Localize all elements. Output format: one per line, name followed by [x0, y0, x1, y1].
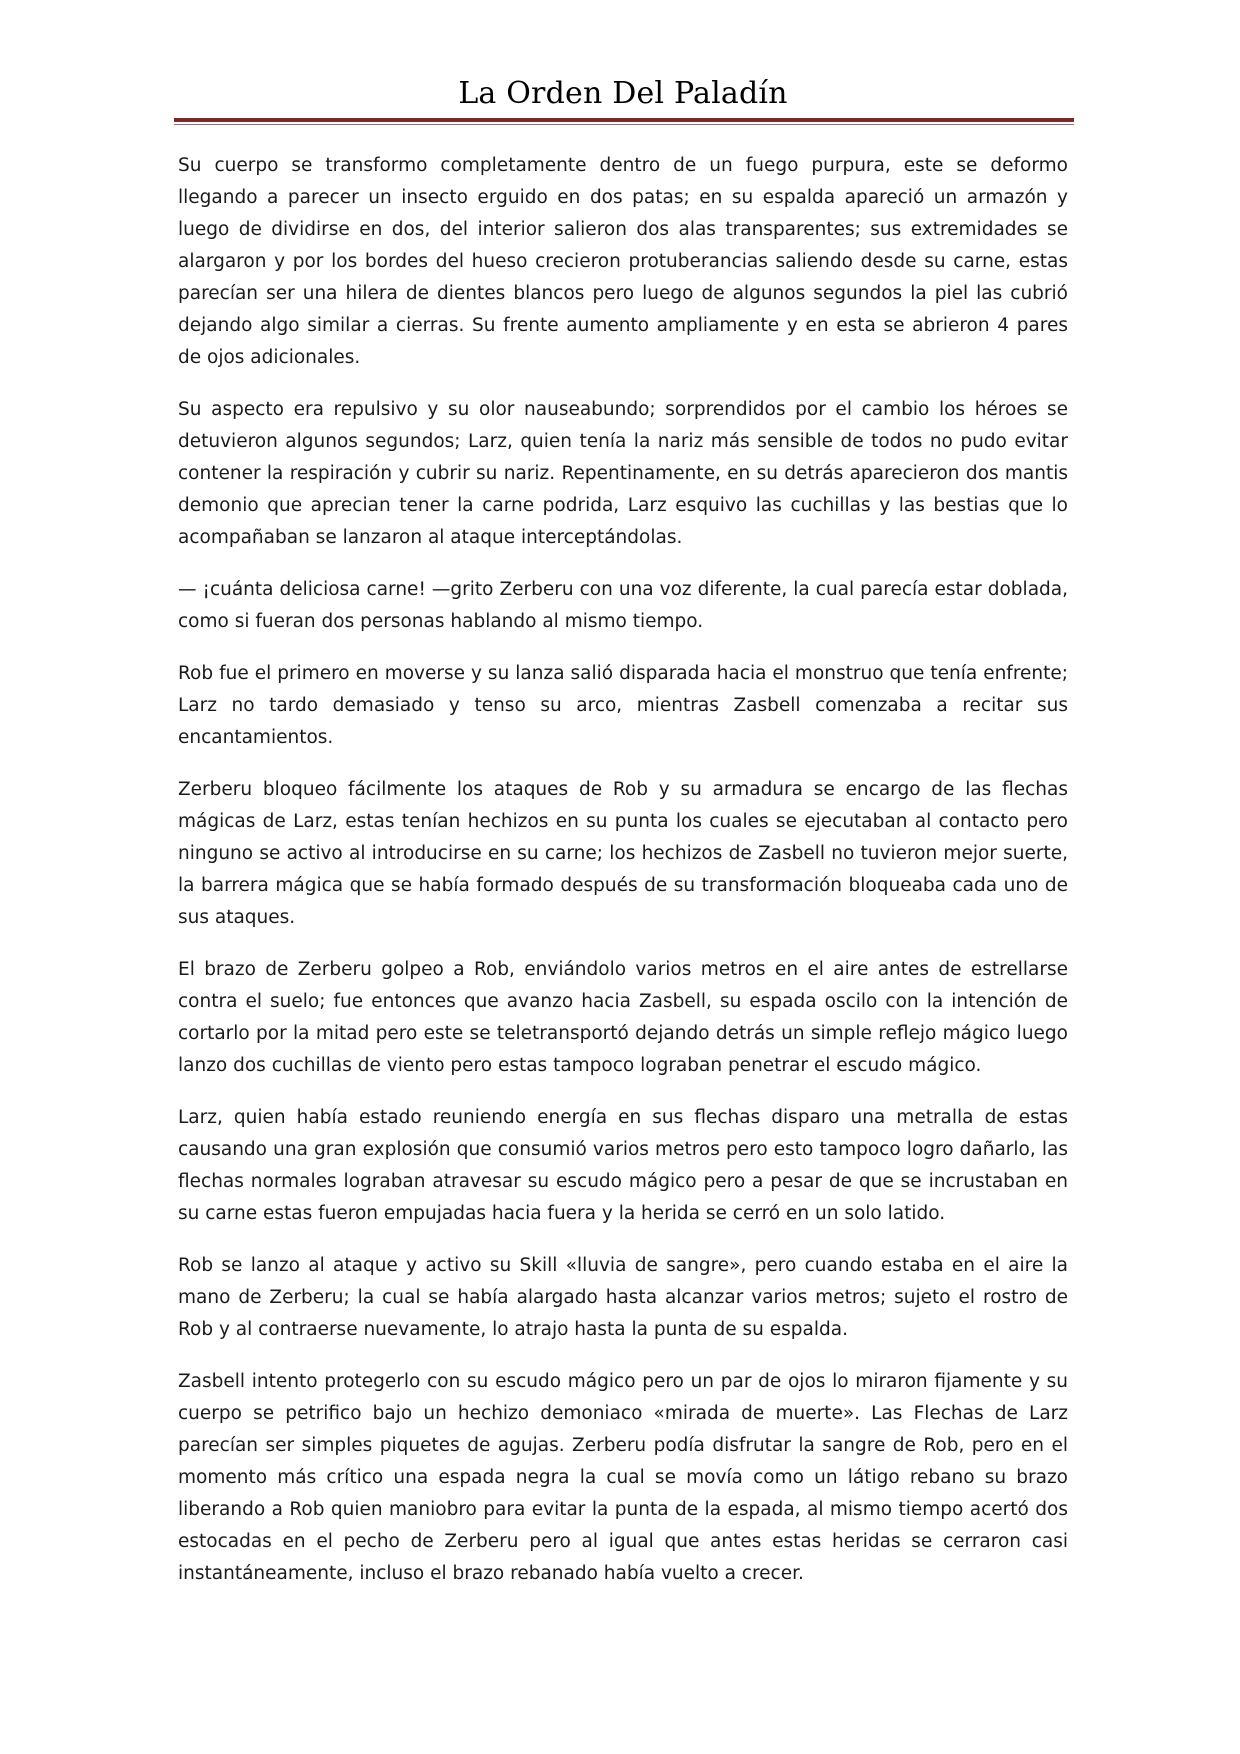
paragraph: — ¡cuánta deliciosa carne! —grito Zerberu con una voz diferente, la cual parecía estar doblada, como si fueran dos personas hablando al mismo tiempo. — [178, 579, 1068, 632]
body-text — [178, 150, 1068, 1610]
paragraph: Rob fue el primero en moverse y su lanza salió disparada hacia el monstruo que tenía enfrente; Larz no tardo demasiado y tenso su arco, mientras Zasbell comenzaba a recitar sus encantamientos. — [178, 663, 1068, 748]
page-header — [172, 72, 1074, 116]
document-title: La Orden Del Paladín — [458, 76, 788, 111]
paragraph: Zasbell intento protegerlo con su escudo mágico pero un par de ojos lo miraron fijamente y su cuerpo se petrifico bajo un hechizo demoniaco «mirada de muerte». Las Flechas de Larz parecían ser simples piquetes de agujas. Zerberu podía disfrutar la sangre de Rob, pero en el momento más crítico una espada negra la cual se movía como un látigo rebano su brazo liberando a Rob quien maniobro para evitar la punta de la espada, al mismo tiempo acertó dos estocadas en el pecho de Zerberu pero al igual que antes estas heridas se cerraron casi instantáneamente, incluso el brazo rebanado había vuelto a crecer. — [178, 1371, 1068, 1584]
paragraph: Rob se lanzo al ataque y activo su Skill «lluvia de sangre», pero cuando estaba en el aire la mano de Zerberu; la cual se había alargado hasta alcanzar varios metros; sujeto el rostro de Rob y al contraerse nuevamente, lo atrajo hasta la punta de su espalda. — [178, 1255, 1068, 1340]
paragraph: Zerberu bloqueo fácilmente los ataques de Rob y su armadura se encargo de las flechas mágicas de Larz, estas tenían hechizos en su punta los cuales se ejecutaban al contacto pero ninguno se activo al introducirse en su carne; los hechizos de Zasbell no tuvieron mejor suerte, la barrera mágica que se había formado después de su transformación bloqueaba cada uno de sus ataques. — [178, 779, 1068, 928]
header-rule-thin — [174, 124, 1074, 125]
paragraph: Su aspecto era repulsivo y su olor nauseabundo; sorprendidos por el cambio los héroes se detuvieron algunos segundos; Larz, quien tenía la nariz más sensible de todos no pudo evitar contener la respiración y cubrir su nariz. Repentinamente, en su detrás aparecieron dos mantis demonio que aprecian tener la carne podrida, Larz esquivo las cuchillas y las bestias que lo acompañaban se lanzaron al ataque interceptándolas. — [178, 399, 1068, 548]
paragraph: El brazo de Zerberu golpeo a Rob, enviándolo varios metros en el aire antes de estrellarse contra el suelo; fue entonces que avanzo hacia Zasbell, su espada oscilo con la intención de cortarlo por la mitad pero este se teletransportó dejando detrás un simple reflejo mágico luego lanzo dos cuchillas de viento pero estas tampoco lograban penetrar el escudo mágico. — [178, 959, 1068, 1076]
paragraph: Larz, quien había estado reuniendo energía en sus flechas disparo una metralla de estas causando una gran explosión que consumió varios metros pero esto tampoco logro dañarlo, las flechas normales lograban atravesar su escudo mágico pero a pesar de que se incrustaban en su carne estas fueron empujadas hacia fuera y la herida se cerró en un solo latido. — [178, 1107, 1068, 1224]
header-rule — [174, 118, 1074, 122]
paragraph: Su cuerpo se transformo completamente dentro de un fuego purpura, este se deformo llegando a parecer un insecto erguido en dos patas; en su espalda apareció un armazón y luego de dividirse en dos, del interior salieron dos alas transparentes; sus extremidades se alargaron y por los bordes del hueso crecieron protuberancias saliendo desde su carne, estas parecían ser una hilera de dientes blancos pero luego de algunos segundos la piel las cubrió dejando algo similar a cierras. Su frente aumento ampliamente y en esta se abrieron 4 pares de ojos adicionales. — [178, 155, 1068, 368]
